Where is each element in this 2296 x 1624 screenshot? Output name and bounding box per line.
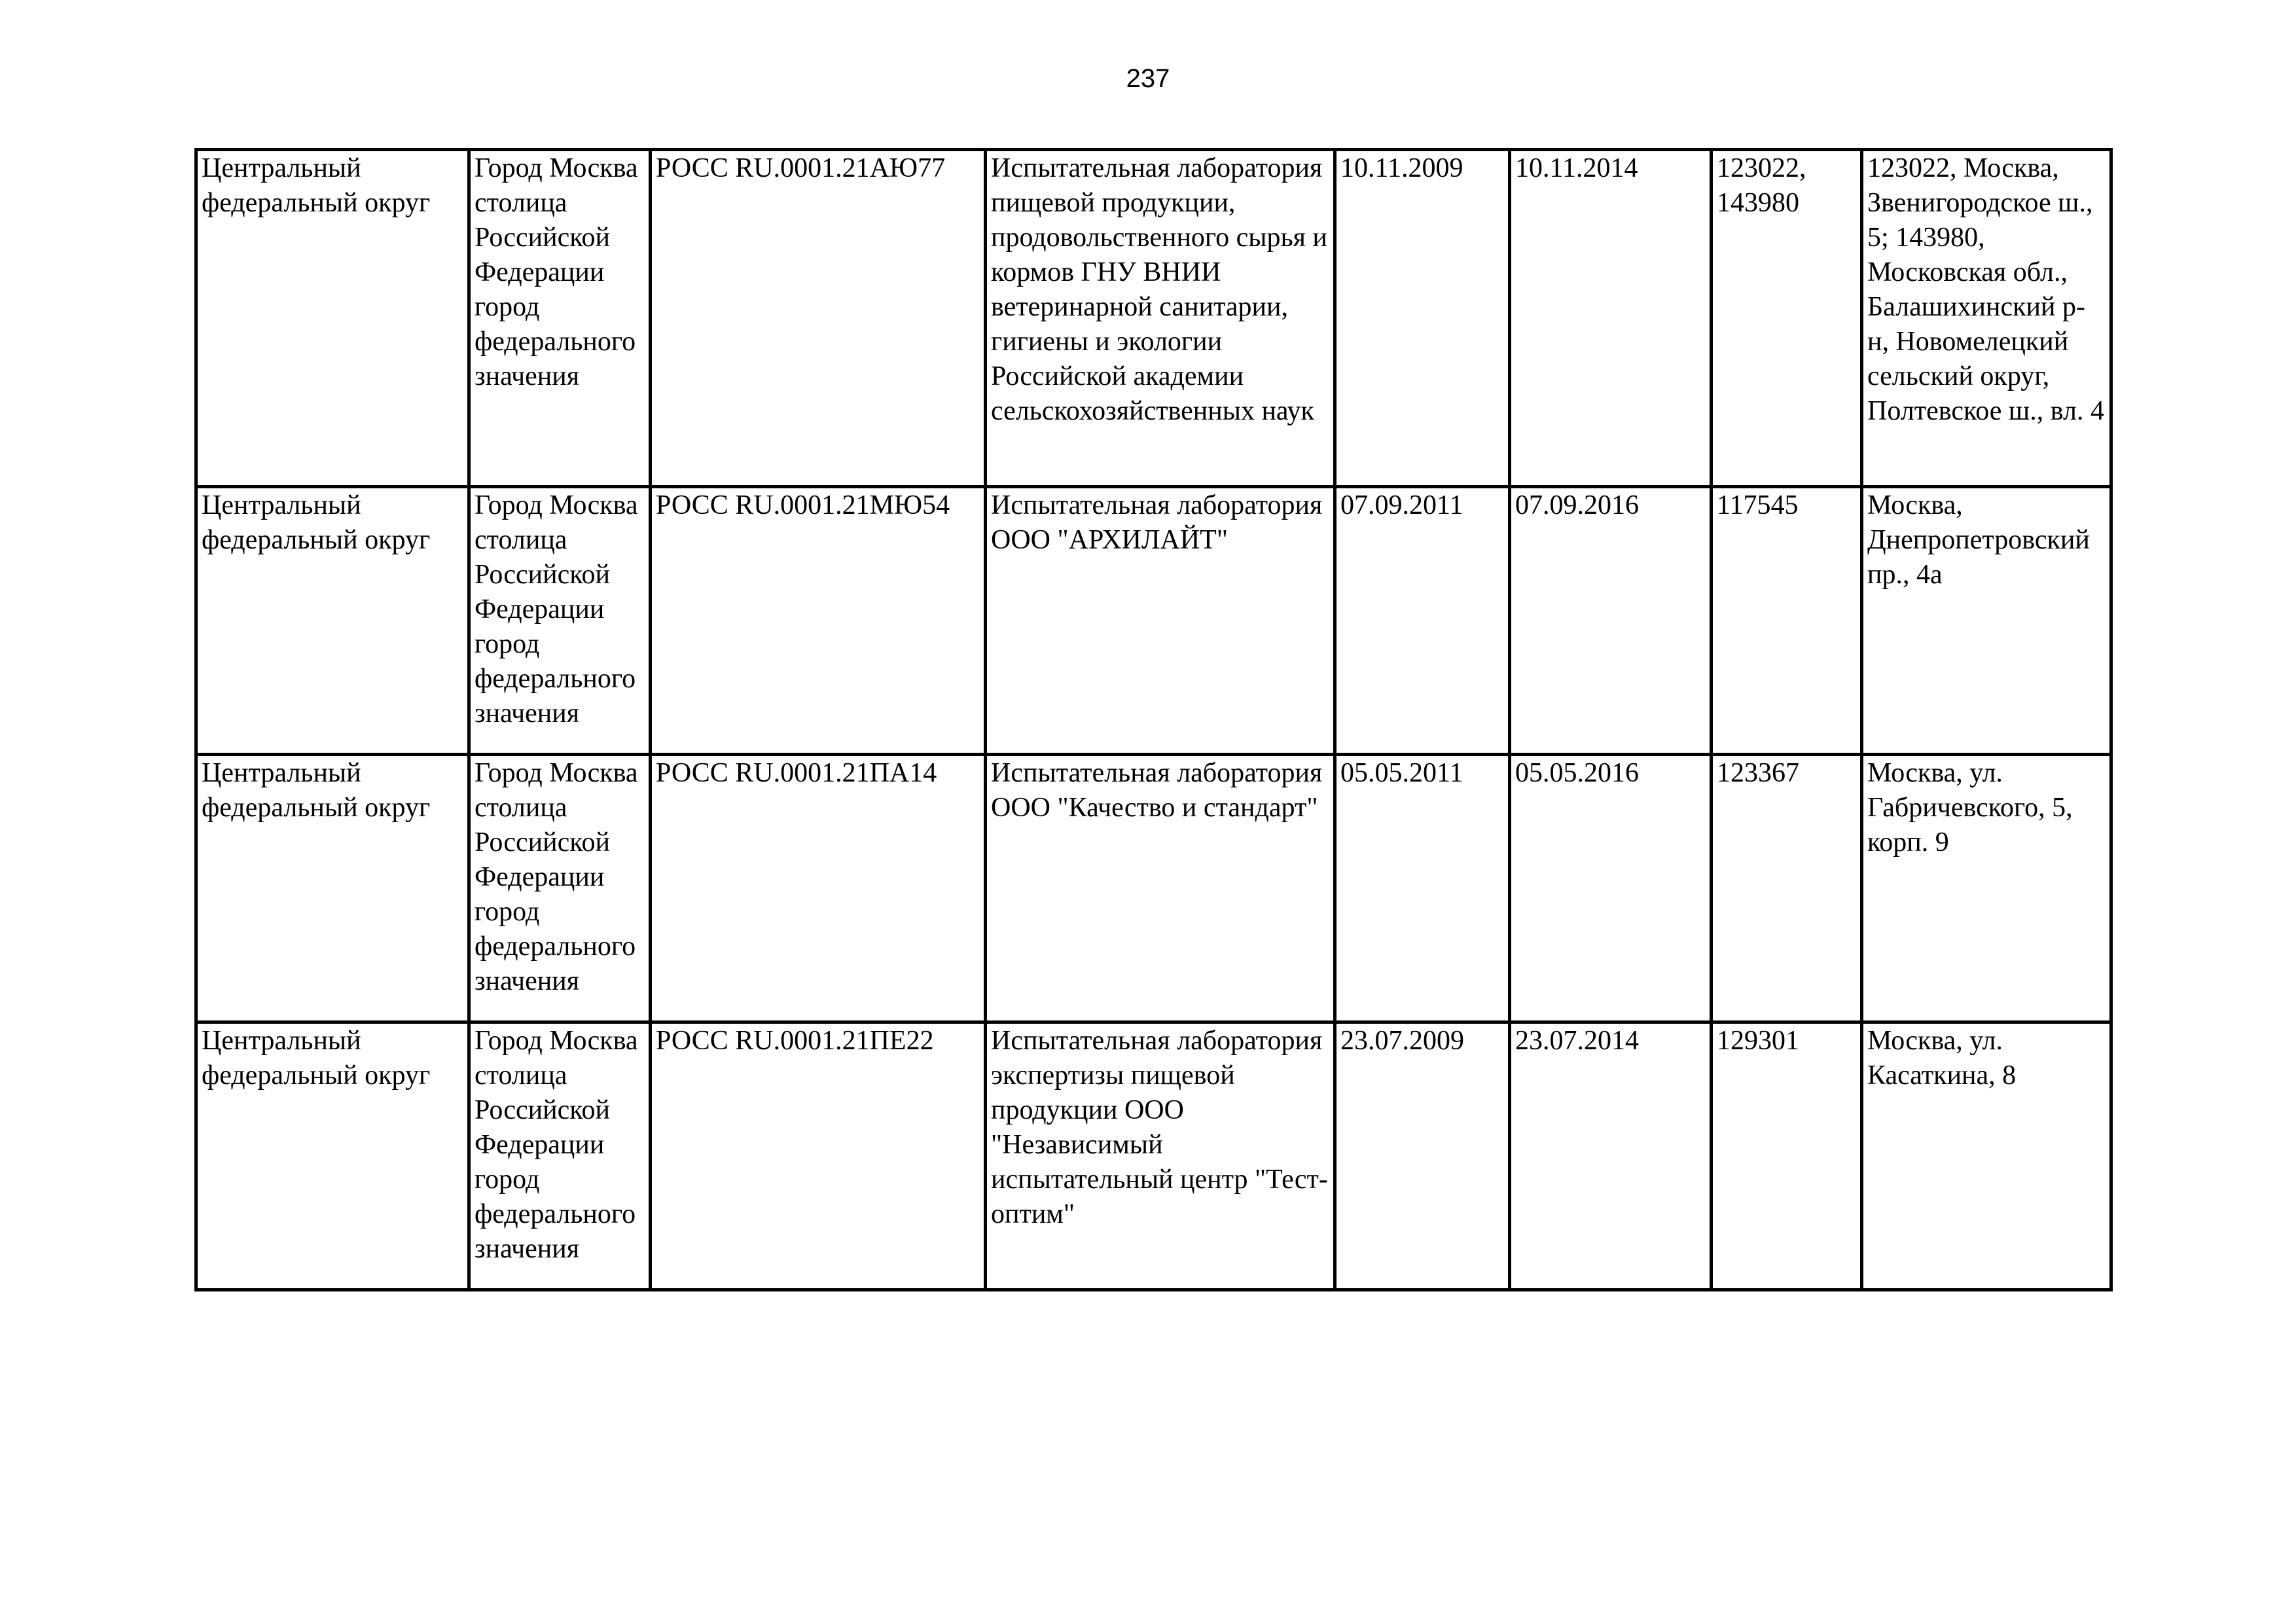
- address-cell: Москва, ул. Касаткина, 8: [1862, 1022, 2111, 1290]
- address-cell: Москва, ул. Габричевского, 5, корп. 9: [1862, 755, 2111, 1022]
- region-cell: Город Москва столица Российской Федерации город федерального значения: [469, 150, 651, 487]
- cert-number-cell: РОСС RU.0001.21АЮ77: [651, 150, 986, 487]
- date-issued-cell: 07.09.2011: [1335, 487, 1510, 755]
- registry-table: [194, 148, 2113, 1291]
- cert-number-cell: РОСС RU.0001.21МЮ54: [651, 487, 986, 755]
- postal-code-cell: 123022, 143980: [1712, 150, 1862, 487]
- table-row: [196, 1022, 2111, 1290]
- lab-name-cell: Испытательная лаборатория ООО "АРХИЛАЙТ": [986, 487, 1335, 755]
- date-expires-cell: 10.11.2014: [1510, 150, 1712, 487]
- lab-name-cell: Испытательная лаборатория пищевой продукции, продовольственного сырья и кормов ГНУ ВНИИ ветеринарной санитарии, гигиены и экологии Российской академии сельскохозяйственных наук: [986, 150, 1335, 487]
- date-issued-cell: 05.05.2011: [1335, 755, 1510, 1022]
- postal-code-cell: 117545: [1712, 487, 1862, 755]
- address-cell: 123022, Москва, Звенигородское ш., 5; 143980, Московская обл., Балашихинский р-н, Новомелецкий сельский округ, Полтевское ш., вл. 4: [1862, 150, 2111, 487]
- region-cell: Город Москва столица Российской Федерации город федерального значения: [469, 487, 651, 755]
- postal-code-cell: 123367: [1712, 755, 1862, 1022]
- lab-name-cell: Испытательная лаборатория экспертизы пищевой продукции ООО "Независимый испытательный центр "Тест-оптим": [986, 1022, 1335, 1290]
- region-cell: Город Москва столица Российской Федерации город федерального значения: [469, 1022, 651, 1290]
- date-expires-cell: 05.05.2016: [1510, 755, 1712, 1022]
- lab-name-cell: Испытательная лаборатория ООО "Качество и стандарт": [986, 755, 1335, 1022]
- date-expires-cell: 07.09.2016: [1510, 487, 1712, 755]
- date-issued-cell: 10.11.2009: [1335, 150, 1510, 487]
- district-cell: Центральный федеральный округ: [196, 150, 469, 487]
- cert-number-cell: РОСС RU.0001.21ПЕ22: [651, 1022, 986, 1290]
- table-row: [196, 487, 2111, 755]
- district-cell: Центральный федеральный округ: [196, 755, 469, 1022]
- address-cell: Москва, Днепропетровский пр., 4а: [1862, 487, 2111, 755]
- region-cell: Город Москва столица Российской Федерации город федерального значения: [469, 755, 651, 1022]
- postal-code-cell: 129301: [1712, 1022, 1862, 1290]
- date-expires-cell: 23.07.2014: [1510, 1022, 1712, 1290]
- cert-number-cell: РОСС RU.0001.21ПА14: [651, 755, 986, 1022]
- table-row: [196, 755, 2111, 1022]
- table-row: [196, 150, 2111, 487]
- page-number: 237: [1126, 64, 1170, 93]
- district-cell: Центральный федеральный округ: [196, 487, 469, 755]
- district-cell: Центральный федеральный округ: [196, 1022, 469, 1290]
- date-issued-cell: 23.07.2009: [1335, 1022, 1510, 1290]
